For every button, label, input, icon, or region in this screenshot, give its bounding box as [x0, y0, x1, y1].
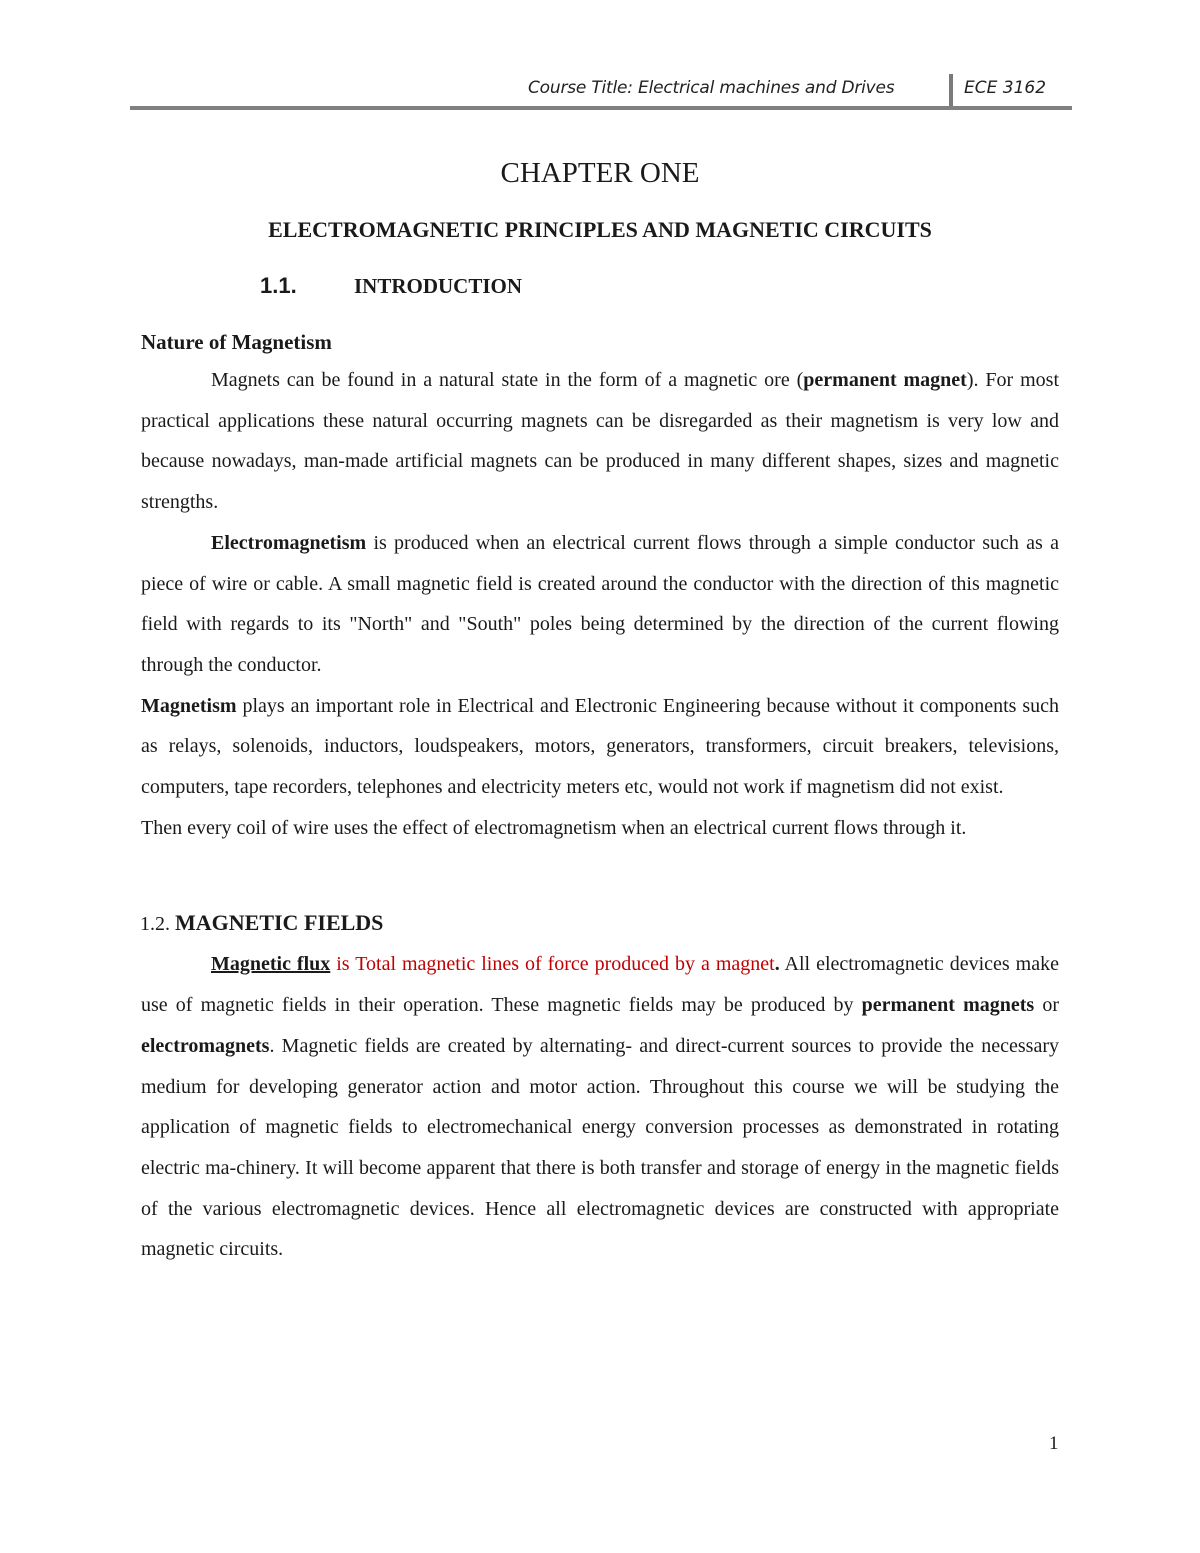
section-number: 1.2. [140, 913, 170, 936]
section-heading-fields [140, 902, 1059, 944]
paragraph-magnetism [141, 686, 1059, 808]
section-number: 1.1. [260, 273, 297, 298]
text-run: plays an important role in Electrical and Electronic Engineering because without it components such as relays, solenoids, inductors, loudspeakers, motors, generators, transformers, circuit breakers, televisions, computers, tape recorders, telephones and electricity meters etc, would not work if magnetism did not exist. [141, 694, 1059, 799]
text-run: is produced when an electrical current flows through a simple conductor such as a piece of wire or cable. A small magnetic field is created around the conductor with the direction of this magnetic field with regards to its "North" and "South" poles being determined by the direction of the current flowing through the conductor. [141, 531, 1059, 676]
bold-term: permanent magnet [803, 369, 967, 391]
section-title: INTRODUCTION [354, 274, 523, 298]
paragraph-coil: Then every coil of wire uses the effect of electromagnetism when an electrical current flows through it. [141, 816, 967, 839]
page-header [130, 74, 1072, 110]
section-title: MAGNETIC FIELDS [175, 910, 384, 936]
bold-term: permanent magnets [861, 994, 1035, 1017]
course-code: ECE 3162 [964, 78, 1047, 98]
bold-term: electromagnets [141, 1034, 270, 1057]
spacer [141, 848, 1059, 888]
nature-heading: Nature of Magnetism [141, 330, 332, 354]
text-run: . [774, 953, 780, 976]
text-run: . Magnetic fields are created by alternating- and direct-current sources to provide the necessary medium for developing generator action and motor action. Throughout this course we will be studying the application of magnetic fields to electromechanical energy conversion processes as demonstrated in rotating electric ma-chinery. It will become apparent that there is both transfer and storage of energy in the magnetic fields of the various electromagnetic devices. Hence all electromagnetic devices are constructed with appropriate magnetic circuits. [141, 1034, 1059, 1261]
text-run: Magnets can be found in a natural state in the form of a magnetic ore ( [211, 369, 804, 391]
header-rule [130, 106, 1072, 110]
page-number: 1 [1049, 1433, 1059, 1454]
chapter-subtitle: ELECTROMAGNETIC PRINCIPLES AND MAGNETIC CIRCUITS [268, 217, 932, 242]
chapter-title: CHAPTER ONE [500, 157, 700, 189]
bold-term: Magnetism [141, 694, 237, 717]
text-run: All electromagnetic devices make use of magnetic fields in their operation. These magnetic fields may be produced by [141, 953, 1059, 1017]
header-separator [949, 74, 953, 108]
flux-term: Magnetic flux [211, 953, 331, 976]
bold-term: Electromagnetism [211, 531, 367, 554]
course-title: Course Title: Electrical machines and Drives [528, 78, 895, 98]
flux-definition: is Total magnetic lines of force produced by a magnet [330, 953, 775, 976]
text-run: or [1034, 994, 1059, 1017]
paragraph-electromagnetism [141, 523, 1059, 686]
section-heading-intro [141, 266, 1059, 306]
page-content [141, 150, 1059, 1270]
paragraph-magnetic-flux [141, 944, 1059, 1270]
text-run: ). For most practical applications these natural occurring magnets can be disregarded as their magnetism is very low and because nowadays, man-made artificial magnets can be produced in many different shapes, sizes and magnetic strengths. [141, 369, 1060, 514]
paragraph-magnets [141, 360, 1059, 523]
